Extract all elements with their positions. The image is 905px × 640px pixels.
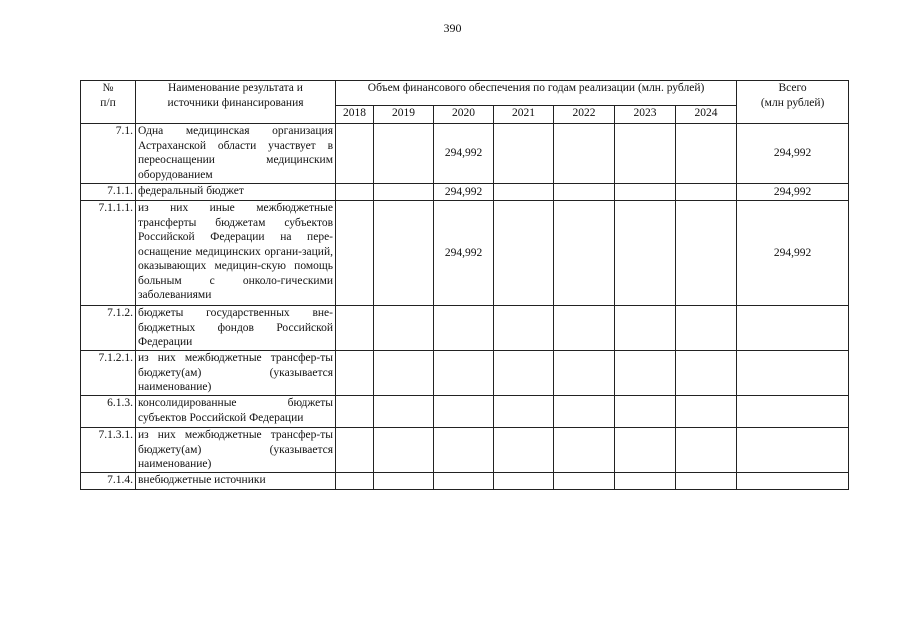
row-name: бюджеты государственных вне-бюджетных фондов Российской Федерации [136,306,336,351]
cell-year-2019 [374,428,434,473]
cell-year-2020: 294,992 [434,124,494,184]
cell-year-2022 [554,184,615,201]
row-name: из них иные межбюджетные трансферты бюджетам субъектов Российской Федерации на пере-оснащение медицинских органи-заций, оказывающих медицин-скую помощь больным с онколо-гическими заболеваниями [136,201,336,306]
header-year-1: 2019 [374,106,434,124]
cell-year-2022 [554,473,615,490]
row-number: 7.1.2. [81,306,136,351]
cell-year-2021 [494,124,554,184]
table-row [81,351,849,396]
cell-year-2024 [676,184,737,201]
cell-total: 294,992 [737,184,849,201]
cell-year-2022 [554,124,615,184]
cell-total: 294,992 [737,124,849,184]
row-number: 7.1. [81,124,136,184]
header-year-5: 2023 [615,106,676,124]
cell-year-2020 [434,396,494,428]
header-total: Всего (млн рублей) [737,81,849,124]
cell-year-2022 [554,306,615,351]
cell-year-2018 [336,124,374,184]
header-year-2: 2020 [434,106,494,124]
cell-year-2021 [494,306,554,351]
header-name: Наименование результата и источники финансирования [136,81,336,124]
row-name: из них межбюджетные трансфер-ты бюджету(ам) (указывается наименование) [136,351,336,396]
cell-year-2018 [336,351,374,396]
cell-year-2023 [615,428,676,473]
cell-year-2019 [374,473,434,490]
table-row [81,306,849,351]
cell-year-2020 [434,473,494,490]
row-number: 7.1.3.1. [81,428,136,473]
page-number: 390 [443,21,462,35]
cell-year-2019 [374,351,434,396]
cell-year-2024 [676,306,737,351]
row-name: консолидированные бюджеты субъектов Российской Федерации [136,396,336,428]
cell-year-2022 [554,351,615,396]
cell-year-2020: 294,992 [434,201,494,306]
cell-year-2021 [494,473,554,490]
cell-year-2020 [434,428,494,473]
cell-year-2022 [554,201,615,306]
row-number: 7.1.1.1. [81,201,136,306]
row-number: 7.1.4. [81,473,136,490]
cell-year-2023 [615,396,676,428]
header-year-4: 2022 [554,106,615,124]
cell-year-2023 [615,306,676,351]
cell-year-2021 [494,351,554,396]
cell-year-2024 [676,396,737,428]
cell-year-2023 [615,124,676,184]
header-years-group: Объем финансового обеспечения по годам реализации (млн. рублей) [336,81,737,106]
cell-year-2020 [434,351,494,396]
header-num: № п/п [81,81,136,124]
cell-year-2022 [554,396,615,428]
table-row [81,124,849,184]
cell-total [737,473,849,490]
cell-year-2020: 294,992 [434,184,494,201]
row-name: федеральный бюджет [136,184,336,201]
cell-year-2021 [494,396,554,428]
cell-total [737,396,849,428]
cell-year-2024 [676,124,737,184]
cell-year-2021 [494,184,554,201]
cell-year-2023 [615,201,676,306]
table-row [81,473,849,490]
row-number: 7.1.2.1. [81,351,136,396]
financing-table [80,80,849,490]
row-number: 7.1.1. [81,184,136,201]
table-row [81,184,849,201]
cell-total [737,306,849,351]
header-year-6: 2024 [676,106,737,124]
cell-total [737,351,849,396]
cell-year-2018 [336,428,374,473]
cell-year-2019 [374,396,434,428]
cell-year-2018 [336,184,374,201]
header-year-3: 2021 [494,106,554,124]
cell-year-2018 [336,201,374,306]
cell-year-2024 [676,351,737,396]
cell-year-2018 [336,396,374,428]
row-name: Одна медицинская организация Астраханской области участвует в переоснащении медицинским оборудованием [136,124,336,184]
cell-year-2024 [676,428,737,473]
table-row [81,428,849,473]
cell-year-2021 [494,201,554,306]
cell-year-2021 [494,428,554,473]
cell-year-2019 [374,184,434,201]
cell-total: 294,992 [737,201,849,306]
cell-year-2020 [434,306,494,351]
cell-total [737,428,849,473]
cell-year-2018 [336,473,374,490]
cell-year-2022 [554,428,615,473]
cell-year-2019 [374,306,434,351]
cell-year-2018 [336,306,374,351]
row-number: 6.1.3. [81,396,136,428]
cell-year-2024 [676,201,737,306]
table-row [81,201,849,306]
row-name: внебюджетные источники [136,473,336,490]
header-year-0: 2018 [336,106,374,124]
cell-year-2024 [676,473,737,490]
table-row [81,396,849,428]
cell-year-2023 [615,351,676,396]
cell-year-2019 [374,124,434,184]
row-name: из них межбюджетные трансфер-ты бюджету(ам) (указывается наименование) [136,428,336,473]
cell-year-2019 [374,201,434,306]
cell-year-2023 [615,184,676,201]
cell-year-2023 [615,473,676,490]
